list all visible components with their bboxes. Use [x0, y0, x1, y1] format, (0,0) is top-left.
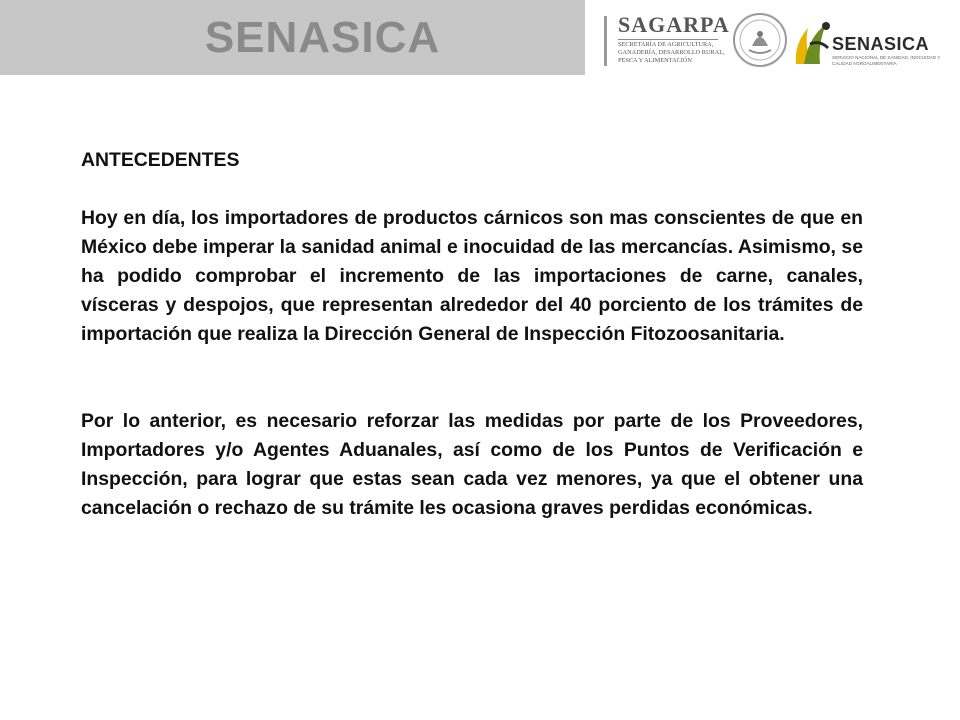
- logos-bar: [596, 8, 956, 72]
- sagarpa-logo-bar: [604, 16, 607, 66]
- content-section: [81, 146, 863, 523]
- sagarpa-logo-rule: [618, 39, 718, 40]
- senasica-logo-subtitle: SERVICIO NACIONAL DE SANIDAD, INOCUIDAD Y CALIDAD AGROALIMENTARIA: [832, 55, 941, 66]
- page-title: SENASICA: [204, 12, 441, 62]
- paragraph-2: Por lo anterior, es necesario reforzar las medidas por parte de los Proveedores, Importadores y/o Agentes Aduanales, así como de los Puntos de Verificación e Inspección, para lograr que estas sean cada vez menores, ya que el obtener una cancelación o rechazo de su trámite les ocasiona graves perdidas económicas.: [81, 410, 863, 519]
- sagarpa-logo: [596, 8, 730, 72]
- sagarpa-logo-name: SAGARPA: [618, 12, 730, 37]
- paragraph-1: Hoy en día, los importadores de productos cárnicos son mas conscientes de que en México debe imperar la sanidad animal e inocuidad de las mercancías. Asimismo, se ha podido comprobar el incremento de las importaciones de carne, canales, vísceras y despojos, que representan alrededor del 40 porciento de los trámites de importación que realiza la Dirección General de Inspección Fitozoosanitaria.: [81, 207, 863, 345]
- sagarpa-logo-subtitle: SECRETARÍA DE AGRICULTURA, GANADERÍA, DESARROLLO RURAL, PESCA Y ALIMENTACIÓN: [618, 41, 725, 64]
- senasica-leaf-corn-icon: [790, 14, 832, 68]
- mexican-coat-of-arms-seal-icon: [732, 12, 788, 68]
- senasica-logo: [790, 14, 956, 70]
- section-heading: ANTECEDENTES: [81, 149, 240, 171]
- senasica-logo-name: SENASICA: [832, 34, 930, 54]
